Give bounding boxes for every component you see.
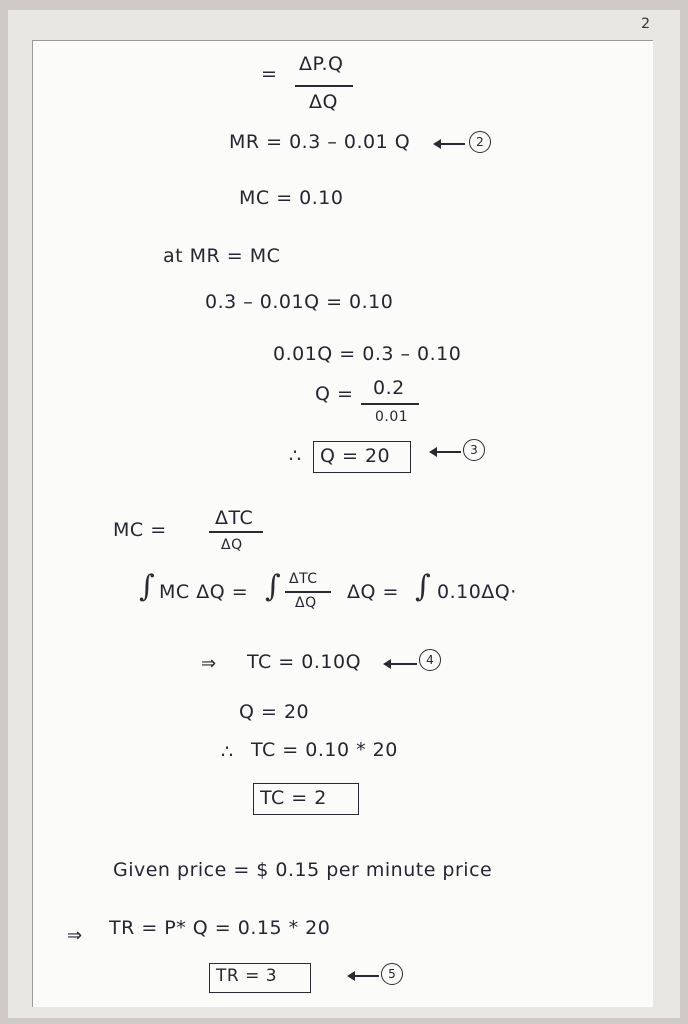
tc-result: TC = 2 (260, 787, 327, 809)
integral-mid: ΔQ = (347, 581, 399, 603)
condition-text: at MR = MC (163, 245, 281, 267)
fraction-denominator: ΔQ (309, 91, 338, 113)
integral-rhs: 0.10ΔQ· (437, 581, 517, 603)
equation-tag-4: 4 (419, 649, 441, 671)
equals-sign: = (261, 63, 278, 85)
integral-fraction-bar (285, 591, 331, 593)
page-number: 2 (641, 16, 650, 32)
implies-arrow: ⇒ (201, 653, 217, 674)
rearranged-equation: 0.01Q = 0.3 – 0.10 (273, 343, 462, 365)
tr-equation: TR = P* Q = 0.15 * 20 (109, 917, 331, 939)
tr-result-box (209, 963, 311, 993)
tc-equation: TC = 0.10Q (247, 651, 362, 673)
q-denominator: 0.01 (375, 409, 409, 425)
answer-sheet (32, 40, 653, 1007)
tc-result-box (253, 783, 359, 815)
integral-icon: ∫ (415, 569, 431, 604)
photographed-page (8, 10, 680, 1018)
arrow-left-icon (385, 663, 417, 665)
arrow-left-icon (435, 143, 465, 145)
arrow-left-icon (431, 451, 461, 453)
integral-lhs: MC ΔQ = (159, 581, 249, 603)
therefore-symbol: ∴ (289, 445, 302, 467)
integral-denominator: ΔQ (295, 595, 317, 611)
equation-tag-5: 5 (381, 963, 403, 985)
q-numerator: 0.2 (373, 377, 405, 399)
implies-arrow: ⇒ (67, 925, 83, 946)
therefore-symbol: ∴ (221, 741, 234, 763)
fraction-bar (295, 85, 353, 87)
equation-tag-3: 3 (463, 439, 485, 461)
mc-equation: MC = 0.10 (239, 187, 344, 209)
q-fraction-bar (361, 403, 419, 405)
integral-icon: ∫ (139, 569, 155, 604)
given-price: Given price = $ 0.15 per minute price (113, 859, 493, 881)
mc-definition-lhs: MC = (113, 519, 167, 541)
arrow-left-icon (349, 975, 379, 977)
equation-tag-2: 2 (469, 131, 491, 153)
result-box (313, 441, 411, 473)
mc-def-numerator: ΔTC (215, 507, 254, 529)
tr-result: TR = 3 (216, 966, 278, 986)
integral-icon: ∫ (265, 569, 281, 604)
substitution-equation: 0.3 – 0.01Q = 0.10 (205, 291, 394, 313)
integral-numerator: ΔTC (289, 571, 318, 587)
q-result: Q = 20 (320, 445, 391, 467)
fraction-numerator: ΔP.Q (299, 53, 344, 75)
tc-substitution: TC = 0.10 * 20 (251, 739, 398, 761)
q-value: Q = 20 (239, 701, 310, 723)
mr-equation: MR = 0.3 – 0.01 Q (229, 131, 411, 153)
mc-fraction-bar (209, 531, 263, 533)
q-lhs: Q = (315, 383, 354, 405)
mc-def-denominator: ΔQ (221, 537, 243, 553)
